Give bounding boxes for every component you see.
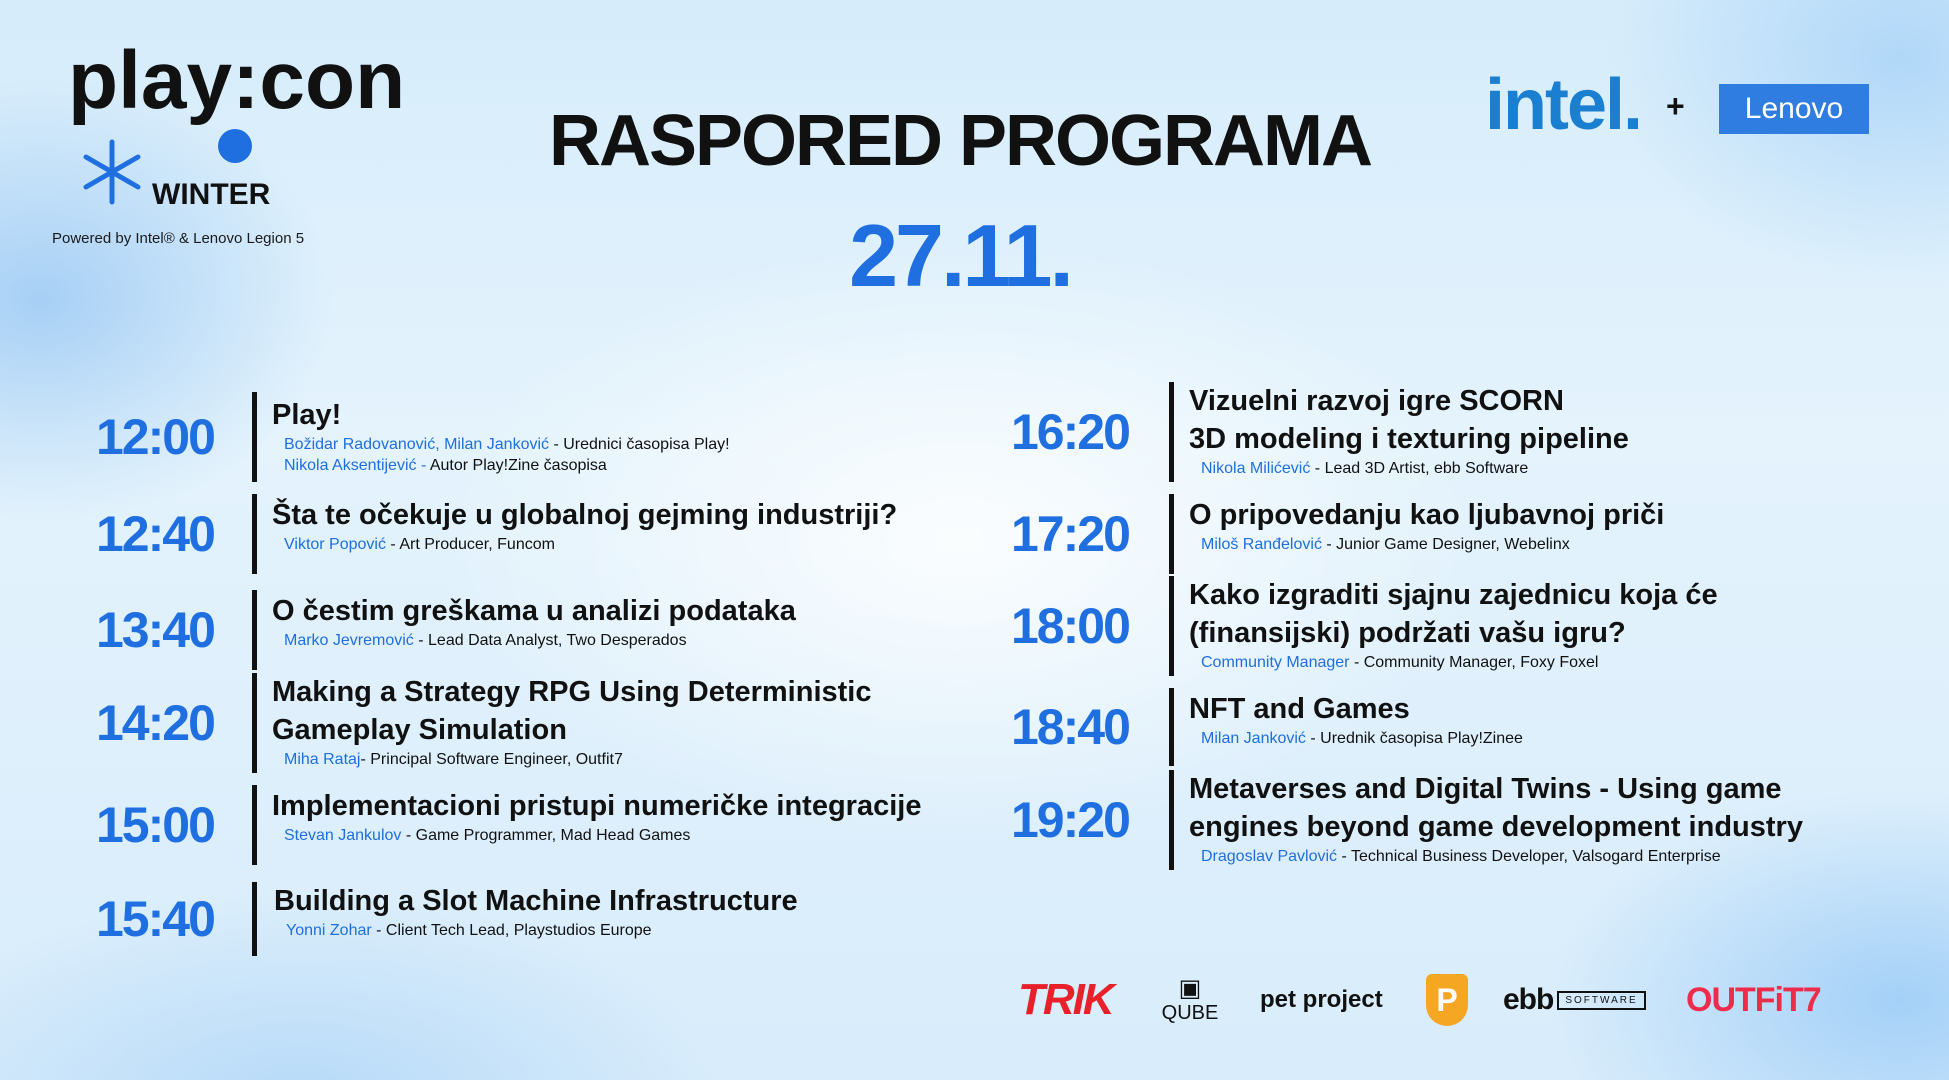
speaker-line (1201, 534, 1949, 555)
talk-title: Play! (272, 399, 342, 431)
speaker-role: - Lead Data Analyst, Two Desperados (413, 632, 687, 649)
slot-time: 12:00 (96, 409, 214, 465)
slot-time: 15:40 (96, 891, 214, 947)
lenovo-logo: Lenovo (1719, 84, 1869, 134)
slot-time: 17:20 (1011, 506, 1129, 562)
slot-divider (1169, 494, 1174, 574)
slot-time: 14:20 (96, 695, 214, 751)
speaker-line (1201, 846, 1949, 867)
pet-project-logo: pet project (1260, 986, 1383, 1013)
speaker-name: Dragoslav Pavlović (1201, 848, 1338, 865)
speaker-name: Marko Jevremović (284, 632, 414, 649)
slot-time: 18:00 (1011, 598, 1129, 654)
speaker-line (284, 455, 1032, 476)
logo-sub: WINTER (152, 178, 271, 211)
speaker-role: - Urednik časopisa Play!Zinee (1305, 730, 1523, 747)
powered-by-text: Powered by Intel® & Lenovo Legion 5 (52, 230, 305, 247)
ebb-logo: ebb (1503, 983, 1554, 1016)
talk-title: Vizuelni razvoj igre SCORN (1189, 385, 1564, 417)
slot-divider (252, 590, 257, 670)
speaker-role: - Lead 3D Artist, ebb Software (1310, 460, 1529, 477)
speaker-line (284, 749, 1032, 770)
speaker-name: Community Manager (1201, 654, 1350, 671)
talk-title: NFT and Games (1189, 693, 1410, 725)
slot-time: 16:20 (1011, 404, 1129, 460)
slot-divider (252, 882, 257, 956)
slot-divider (252, 673, 257, 773)
speaker-role: - Art Producer, Funcom (385, 536, 555, 553)
speaker-role: - Junior Game Designer, Webelinx (1321, 536, 1570, 553)
talk-title: Making a Strategy RPG Using Deterministic (272, 676, 872, 708)
event-date: 27.11. (849, 206, 1071, 305)
talk-title: Šta te očekuje u globalnoj gejming industriji? (272, 499, 898, 531)
speaker-line (284, 630, 1032, 651)
slot-time: 19:20 (1011, 792, 1129, 848)
speaker-name: Božidar Radovanović, Milan Janković (284, 436, 550, 453)
speaker-role: - Technical Business Developer, Valsogard Enterprise (1337, 848, 1721, 865)
talk-title: 3D modeling i texturing pipeline (1189, 423, 1629, 455)
speaker-line (1201, 728, 1949, 749)
logo-text: play:con (68, 35, 406, 126)
slot-time: 18:40 (1011, 699, 1129, 755)
talk-title: Gameplay Simulation (272, 714, 567, 746)
talk-title: Implementacioni pristupi numeričke integracije (272, 790, 922, 822)
speaker-line (284, 534, 1032, 555)
talk-title: Metaverses and Digital Twins - Using game (1189, 773, 1782, 805)
speaker-role: - Community Manager, Foxy Foxel (1349, 654, 1599, 671)
speaker-line (1201, 458, 1949, 479)
slot-divider (1169, 382, 1174, 482)
speaker-role: - Principal Software Engineer, Outfit7 (360, 751, 623, 768)
qube-logo-group (1150, 970, 1230, 1030)
page-title: RASPORED PROGRAMA (548, 101, 1372, 181)
intel-logo: intel. (1485, 65, 1642, 145)
qube-logo: QUBE (1161, 1002, 1219, 1024)
talk-title: Kako izgraditi sjajnu zajednicu koja će (1189, 579, 1718, 611)
p-logo-group (1422, 970, 1472, 1030)
slot-divider (1169, 688, 1174, 766)
slot-time: 12:40 (96, 506, 214, 562)
trik-logo: TRIK (1018, 975, 1113, 1024)
talk-title: engines beyond game development industry (1189, 811, 1803, 843)
speaker-name: Milan Janković (1201, 730, 1306, 747)
speaker-role: - Client Tech Lead, Playstudios Europe (371, 922, 652, 939)
speaker-line (284, 434, 1032, 455)
speaker-name: Nikola Aksentijević - (284, 457, 427, 474)
talk-title: O pripovedanju kao ljubavnoj priči (1189, 499, 1665, 531)
talk-title: O čestim greškama u analizi podataka (272, 595, 796, 627)
speaker-line (284, 825, 1032, 846)
speaker-role: - Urednici časopisa Play! (549, 436, 730, 453)
speaker-name: Miha Rataj (284, 751, 361, 768)
slot-divider (252, 785, 257, 865)
p-shield-icon: P (1426, 974, 1468, 1026)
slot-time: 13:40 (96, 602, 214, 658)
slot-divider (1169, 576, 1174, 676)
qube-box-icon: ▣ (1178, 975, 1202, 1002)
ebb-software-label: SOFTWARE (1557, 991, 1645, 1010)
slot-time: 15:00 (96, 797, 214, 853)
outfit7-logo: OUTFiT7 (1686, 980, 1821, 1019)
plus-sign: + (1666, 88, 1685, 124)
slot-divider (252, 392, 257, 482)
speaker-role: - Game Programmer, Mad Head Games (401, 827, 691, 844)
speaker-name: Nikola Milićević (1201, 460, 1311, 477)
slot-divider (252, 494, 257, 574)
speaker-role: Autor Play!Zine časopisa (426, 457, 607, 474)
speaker-name: Yonni Zohar (286, 922, 372, 939)
speaker-line (1201, 652, 1949, 673)
speaker-name: Stevan Jankulov (284, 827, 402, 844)
slot-divider (1169, 770, 1174, 870)
speaker-name: Miloš Ranđelović (1201, 536, 1322, 553)
sponsor-bar (1018, 970, 1858, 1030)
talk-title: Building a Slot Machine Infrastructure (274, 885, 798, 917)
ebb-logo-group (1503, 970, 1653, 1030)
talk-title: (finansijski) podržati vašu igru? (1189, 617, 1626, 649)
speaker-name: Viktor Popović (284, 536, 386, 553)
speaker-line (286, 920, 1034, 941)
